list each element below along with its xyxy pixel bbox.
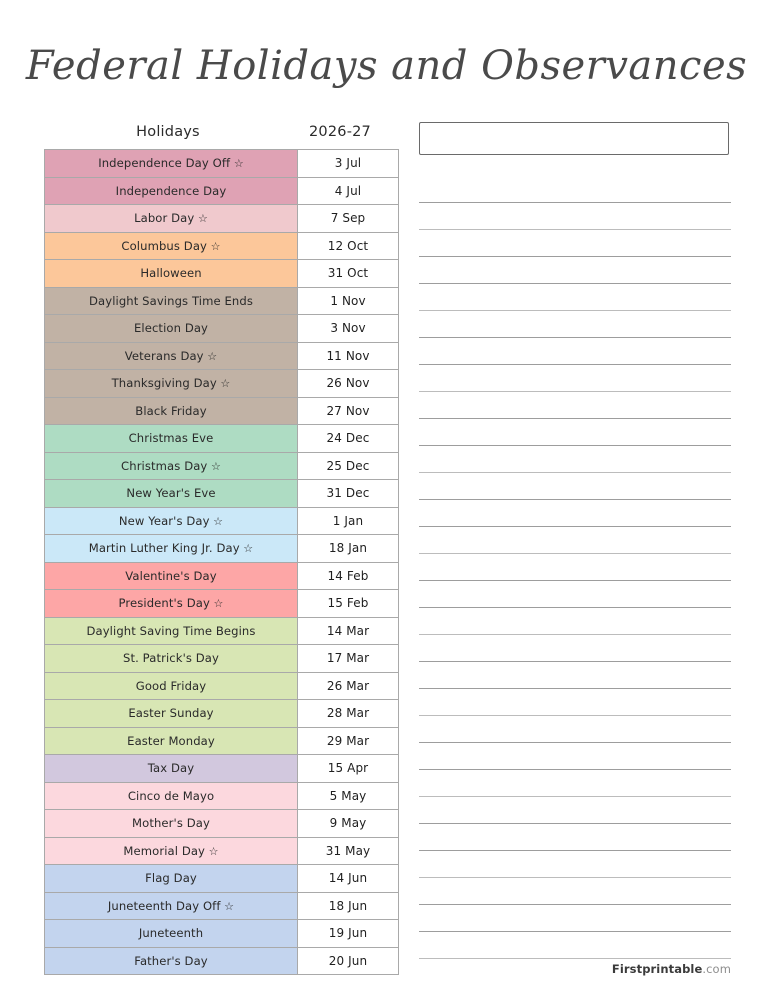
holiday-date-cell: 1 Jan — [298, 507, 399, 535]
holiday-date-cell: 17 Mar — [298, 645, 399, 673]
holiday-date-cell: 11 Nov — [298, 342, 399, 370]
holiday-date-cell: 14 Feb — [298, 562, 399, 590]
note-line[interactable] — [419, 743, 731, 770]
note-line[interactable] — [419, 689, 731, 716]
table-row — [45, 480, 399, 508]
note-line[interactable] — [419, 500, 731, 527]
table-row — [45, 232, 399, 260]
holiday-date-cell: 24 Dec — [298, 425, 399, 453]
page-title: Federal Holidays and Observances — [25, 43, 748, 89]
holiday-name-cell: Labor Day ☆ — [45, 205, 298, 233]
table-row — [45, 617, 399, 645]
holiday-date-cell: 29 Mar — [298, 727, 399, 755]
holiday-name-cell: Memorial Day ☆ — [45, 837, 298, 865]
note-line[interactable] — [419, 230, 731, 257]
holiday-name-cell: Tax Day — [45, 755, 298, 783]
holiday-date-cell: 14 Jun — [298, 865, 399, 893]
holiday-name-cell: New Year's Eve — [45, 480, 298, 508]
table-row — [45, 452, 399, 480]
holiday-name-cell: Valentine's Day — [45, 562, 298, 590]
table-row — [45, 507, 399, 535]
notes-panel — [419, 122, 731, 959]
note-line[interactable] — [419, 635, 731, 662]
note-line[interactable] — [419, 203, 731, 230]
note-line[interactable] — [419, 662, 731, 689]
table-row — [45, 645, 399, 673]
holiday-date-cell: 4 Jul — [298, 177, 399, 205]
holiday-name-cell: Martin Luther King Jr. Day ☆ — [45, 535, 298, 563]
note-line[interactable] — [419, 176, 731, 203]
federal-holiday-star-icon: ☆ — [205, 844, 219, 858]
holiday-date-cell: 5 May — [298, 782, 399, 810]
holiday-date-cell: 26 Mar — [298, 672, 399, 700]
note-line[interactable] — [419, 311, 731, 338]
holiday-date-cell: 25 Dec — [298, 452, 399, 480]
note-line[interactable] — [419, 284, 731, 311]
table-row — [45, 177, 399, 205]
holiday-name-cell: Flag Day — [45, 865, 298, 893]
footer-brand-tld: .com — [702, 962, 731, 976]
holiday-date-cell: 31 May — [298, 837, 399, 865]
table-row — [45, 370, 399, 398]
table-row — [45, 755, 399, 783]
holiday-name-cell: Mother's Day — [45, 810, 298, 838]
holiday-name-cell: Columbus Day ☆ — [45, 232, 298, 260]
note-line[interactable] — [419, 797, 731, 824]
holiday-name-cell: Independence Day — [45, 177, 298, 205]
note-line[interactable] — [419, 770, 731, 797]
federal-holiday-star-icon: ☆ — [207, 459, 221, 473]
federal-holiday-star-icon: ☆ — [209, 597, 224, 611]
holiday-name-cell: Daylight Saving Time Begins — [45, 617, 298, 645]
holiday-date-cell: 26 Nov — [298, 370, 399, 398]
holiday-name-cell: Juneteenth Day Off ☆ — [45, 892, 298, 920]
holiday-name-cell: New Year's Day ☆ — [45, 507, 298, 535]
note-line[interactable] — [419, 527, 731, 554]
holiday-date-cell: 15 Apr — [298, 755, 399, 783]
holiday-name-cell: Thanksgiving Day ☆ — [45, 370, 298, 398]
holiday-name-cell: Easter Sunday — [45, 700, 298, 728]
table-row — [45, 397, 399, 425]
holiday-date-cell: 27 Nov — [298, 397, 399, 425]
table-row — [45, 150, 399, 178]
federal-holiday-star-icon: ☆ — [216, 377, 231, 391]
holiday-name-cell: Juneteenth — [45, 920, 298, 948]
note-line[interactable] — [419, 338, 731, 365]
table-row — [45, 920, 399, 948]
table-row — [45, 727, 399, 755]
federal-holiday-star-icon: ☆ — [209, 514, 224, 528]
holiday-date-cell: 3 Nov — [298, 315, 399, 343]
note-line[interactable] — [419, 365, 731, 392]
holiday-date-cell: 31 Dec — [298, 480, 399, 508]
federal-holiday-star-icon: ☆ — [203, 349, 218, 363]
federal-holiday-star-icon: ☆ — [194, 212, 208, 226]
holiday-date-cell: 7 Sep — [298, 205, 399, 233]
table-row — [45, 947, 399, 975]
note-line[interactable] — [419, 419, 731, 446]
holiday-name-cell: Black Friday — [45, 397, 298, 425]
holiday-table — [44, 149, 399, 975]
table-row — [45, 260, 399, 288]
holiday-date-cell: 1 Nov — [298, 287, 399, 315]
holiday-name-cell: Easter Monday — [45, 727, 298, 755]
holiday-name-cell: Father's Day — [45, 947, 298, 975]
table-row — [45, 287, 399, 315]
holiday-date-cell: 14 Mar — [298, 617, 399, 645]
federal-holiday-star-icon: ☆ — [207, 239, 221, 253]
holiday-date-cell: 12 Oct — [298, 232, 399, 260]
table-row — [45, 590, 399, 618]
holiday-name-cell: Christmas Day ☆ — [45, 452, 298, 480]
table-row — [45, 837, 399, 865]
table-row — [45, 342, 399, 370]
table-row — [45, 205, 399, 233]
holiday-name-cell: Independence Day Off ☆ — [45, 150, 298, 178]
holiday-date-cell: 20 Jun — [298, 947, 399, 975]
note-line[interactable] — [419, 716, 731, 743]
note-line[interactable] — [419, 851, 731, 878]
table-row — [45, 315, 399, 343]
table-row — [45, 425, 399, 453]
holiday-date-cell: 3 Jul — [298, 150, 399, 178]
table-column-headers — [44, 118, 388, 146]
federal-holiday-star-icon: ☆ — [220, 899, 235, 913]
holiday-date-cell: 28 Mar — [298, 700, 399, 728]
holiday-name-cell: St. Patrick's Day — [45, 645, 298, 673]
holiday-name-cell: Good Friday — [45, 672, 298, 700]
holiday-name-cell: Christmas Eve — [45, 425, 298, 453]
note-line[interactable] — [419, 932, 731, 959]
holiday-name-cell: Veterans Day ☆ — [45, 342, 298, 370]
holiday-date-cell: 18 Jun — [298, 892, 399, 920]
note-line[interactable] — [419, 257, 731, 284]
table-row — [45, 700, 399, 728]
table-row — [45, 892, 399, 920]
note-line[interactable] — [419, 446, 731, 473]
note-line[interactable] — [419, 554, 731, 581]
holiday-name-cell: Daylight Savings Time Ends — [45, 287, 298, 315]
federal-holiday-star-icon: ☆ — [230, 157, 244, 171]
notes-box[interactable] — [419, 122, 729, 155]
column-header-holidays: Holidays — [136, 124, 200, 140]
footer-brand-name: Firstprintable — [611, 962, 703, 976]
table-row — [45, 562, 399, 590]
holiday-date-cell: 18 Jan — [298, 535, 399, 563]
note-line[interactable] — [419, 608, 731, 635]
holiday-date-cell: 19 Jun — [298, 920, 399, 948]
table-row — [45, 535, 399, 563]
note-line[interactable] — [419, 824, 731, 851]
footer-branding — [612, 962, 731, 976]
holiday-name-cell: Halloween — [45, 260, 298, 288]
column-header-year: 2026-27 — [309, 124, 371, 140]
table-row — [45, 810, 399, 838]
table-row — [45, 782, 399, 810]
holiday-name-cell: Election Day — [45, 315, 298, 343]
table-row — [45, 672, 399, 700]
table-row — [45, 865, 399, 893]
note-line[interactable] — [419, 473, 731, 500]
holiday-name-cell: Cinco de Mayo — [45, 782, 298, 810]
note-line[interactable] — [419, 392, 731, 419]
holiday-name-cell: President's Day ☆ — [45, 590, 298, 618]
federal-holiday-star-icon: ☆ — [239, 542, 254, 556]
note-line[interactable] — [419, 878, 731, 905]
note-line[interactable] — [419, 905, 731, 932]
holiday-date-cell: 15 Feb — [298, 590, 399, 618]
note-line[interactable] — [419, 581, 731, 608]
holiday-date-cell: 9 May — [298, 810, 399, 838]
holiday-date-cell: 31 Oct — [298, 260, 399, 288]
holiday-table-wrapper — [44, 118, 388, 975]
notes-lines — [419, 176, 731, 959]
